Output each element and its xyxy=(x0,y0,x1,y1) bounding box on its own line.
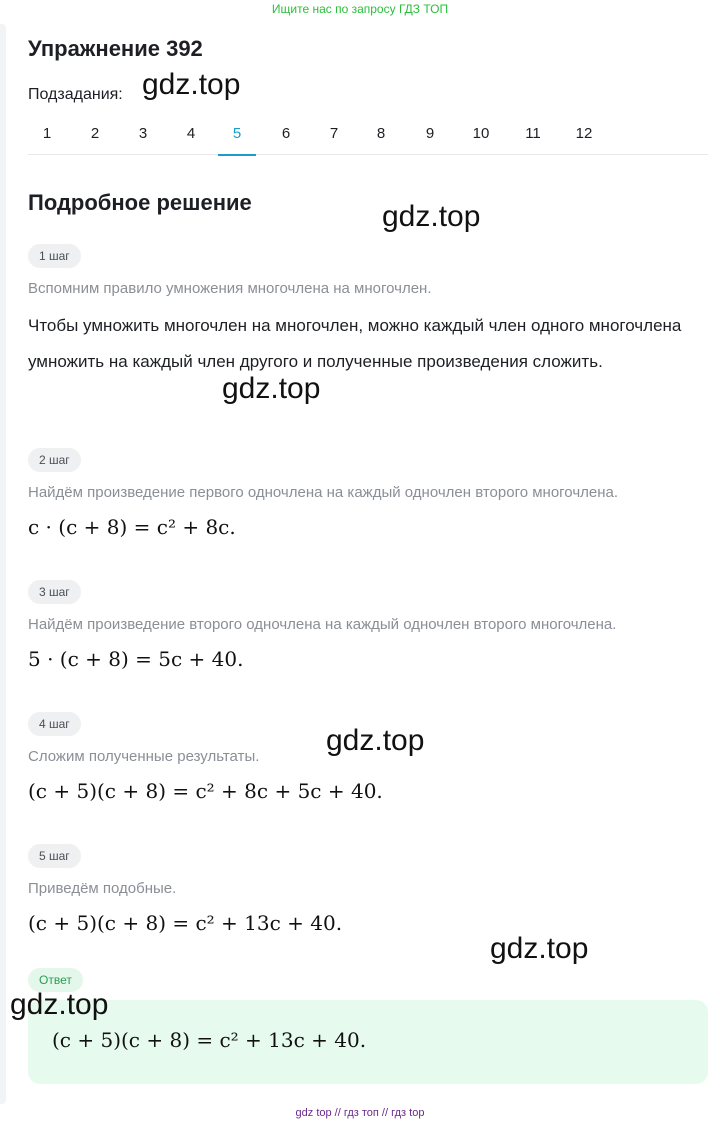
step-badge: 3 шаг xyxy=(28,580,81,604)
tab-5[interactable]: 5 xyxy=(218,116,256,156)
tab-8[interactable]: 8 xyxy=(376,125,386,142)
watermark: gdz.top xyxy=(10,988,109,1021)
step-badge: 5 шаг xyxy=(28,844,81,868)
step-badge: 1 шаг xyxy=(28,244,81,268)
step-hint: Найдём произведение второго одночлена на каждый одночлен второго многочлена. xyxy=(28,616,617,633)
step-hint: Найдём произведение первого одночлена на каждый одночлен второго многочлена. xyxy=(28,484,619,501)
answer-formula: (c + 5)(c + 8) = c² + 13c + 40. xyxy=(52,1028,367,1052)
tab-1[interactable]: 1 xyxy=(42,125,52,142)
tab-2[interactable]: 2 xyxy=(90,125,100,142)
subtask-tabs xyxy=(28,116,708,155)
watermark: gdz.top xyxy=(222,372,321,405)
answer-box xyxy=(28,1000,708,1084)
tab-6[interactable]: 6 xyxy=(281,125,291,142)
step-badge: 4 шаг xyxy=(28,712,81,736)
step-hint: Вспомним правило умножения многочлена на многочлен. xyxy=(28,280,432,297)
footer-links[interactable]: gdz top // гдз топ // гдз top xyxy=(295,1107,425,1119)
step-formula: (c + 5)(c + 8) = c² + 8c + 5c + 40. xyxy=(28,779,383,803)
tab-10[interactable]: 10 xyxy=(472,125,490,142)
watermark: gdz.top xyxy=(382,200,481,233)
tab-11[interactable]: 11 xyxy=(525,125,541,142)
watermark: gdz.top xyxy=(326,724,425,757)
tab-9[interactable]: 9 xyxy=(425,125,435,142)
subtasks-label: Подзадания: xyxy=(28,86,123,103)
step-formula: (c + 5)(c + 8) = c² + 13c + 40. xyxy=(28,911,343,935)
tab-3[interactable]: 3 xyxy=(138,125,148,142)
tab-12[interactable]: 12 xyxy=(575,125,593,142)
step-text: Чтобы умножить многочлен на многочлен, можно каждый член одного многочлена умножить на каждый член другого и полученные произведения сложить. xyxy=(28,316,682,371)
watermark: gdz.top xyxy=(490,932,589,965)
step-hint: Сложим полученные результаты. xyxy=(28,748,260,765)
top-banner[interactable]: Ищите нас по запросу ГДЗ ТОП xyxy=(271,2,449,16)
step-formula: c · (c + 8) = c² + 8c. xyxy=(28,515,236,539)
answer-badge: Ответ xyxy=(28,968,83,992)
solution-heading: Подробное решение xyxy=(28,190,252,215)
step-badge: 2 шаг xyxy=(28,448,81,472)
left-divider xyxy=(0,24,6,1104)
tab-4[interactable]: 4 xyxy=(186,125,196,142)
page-title: Упражнение 392 xyxy=(28,36,203,61)
step-hint: Приведём подобные. xyxy=(28,880,177,897)
watermark: gdz.top xyxy=(142,68,241,101)
tab-7[interactable]: 7 xyxy=(329,125,339,142)
step-formula: 5 · (c + 8) = 5c + 40. xyxy=(28,647,244,671)
